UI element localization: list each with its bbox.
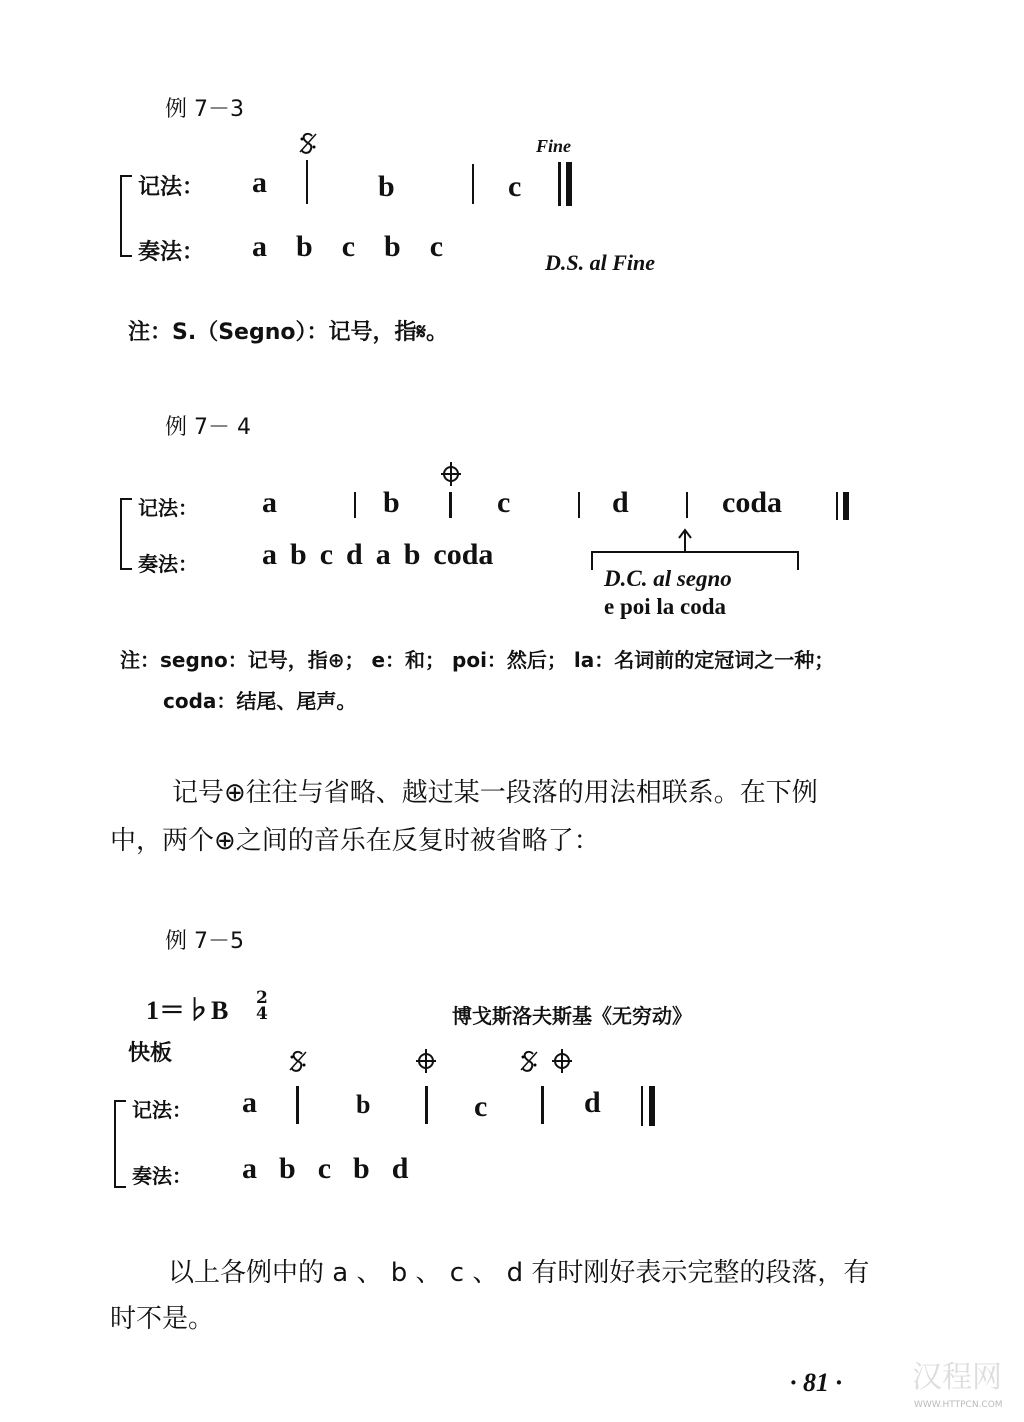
perf-b: b (296, 230, 313, 263)
dc-al-segno (604, 566, 732, 592)
perf-b: b (290, 538, 307, 571)
coda-icon (415, 1048, 437, 1074)
notation-label: 记法： (138, 496, 198, 520)
barline (449, 492, 452, 518)
barline (354, 492, 356, 518)
note-7-4-line-2: coda：结尾、尾声。 (163, 689, 357, 713)
barline (578, 492, 580, 518)
watermark-logo: 汉程网 (912, 1360, 1002, 1395)
perf-c: c (319, 538, 334, 571)
notation-b: b (383, 486, 400, 519)
notation-c: c (508, 170, 522, 203)
performance-label: 奏法： (138, 240, 205, 265)
notation-label: 记法： (138, 175, 205, 200)
perf-a: a (375, 538, 391, 571)
watermark-url: WWW.HTTPCN.COM (914, 1400, 1003, 1410)
perf-c: c (341, 230, 356, 263)
coda-icon (551, 1048, 573, 1074)
paragraph-1-line-2: 中，两个⊕之间的音乐在反复时被省略了： (110, 826, 600, 856)
performance-label: 奏法： (138, 552, 198, 576)
performance-sequence (242, 1152, 408, 1186)
perf-a: a (242, 1152, 257, 1185)
notation-a: a (262, 486, 277, 519)
barline (472, 164, 474, 204)
perf-b: b (403, 538, 421, 571)
staff-bracket (114, 1100, 126, 1188)
perf-d: d (391, 1152, 409, 1185)
perf-coda: coda (433, 538, 494, 571)
tempo-marking: 快板 (128, 1041, 173, 1066)
staff-bracket (120, 498, 132, 570)
perf-b: b (384, 230, 401, 263)
composer-title: 博戈斯洛夫斯基《无穷动》 (452, 1004, 692, 1028)
example-7-4-label: 例 7－ 4 (165, 415, 251, 440)
notation-c: c (497, 486, 511, 519)
note-7-4-line-1: 注：segno：记号，指⊕； e：和； poi：然后； la：名词前的定冠词之一种； (120, 648, 835, 672)
paragraph-2-line-1: 以上各例中的 a 、 b 、 c 、 d 有时刚好表示完整的段落，有 (168, 1258, 870, 1288)
barline (541, 1086, 544, 1124)
performance-label: 奏法： (132, 1164, 192, 1188)
performance-sequence (252, 230, 443, 264)
notation-d: d (584, 1086, 601, 1119)
ds-al-fine: D.S. al Fine (545, 250, 656, 275)
final-barline (843, 492, 849, 520)
final-barline (836, 492, 838, 520)
perf-c: c (429, 230, 444, 263)
notation-d: d (612, 486, 629, 519)
perf-a: a (262, 538, 277, 571)
note-7-3: 注：S.（Segno）：记号，指𝄋。 (128, 320, 448, 345)
segno-icon (517, 1048, 541, 1074)
segno-icon (286, 1048, 310, 1074)
perf-b: b (353, 1152, 370, 1185)
perf-d: d (346, 538, 363, 571)
segno-icon (296, 130, 320, 156)
perf-c: c (317, 1152, 332, 1185)
barline (425, 1086, 428, 1124)
coda-icon (440, 461, 462, 487)
time-top: 2 (256, 988, 268, 1008)
notation-c: c (474, 1090, 488, 1123)
notation-label: 记法： (132, 1098, 192, 1122)
notation-coda: coda (722, 486, 782, 519)
perf-a: a (252, 230, 267, 263)
notation-a: a (252, 166, 267, 199)
final-barline (566, 162, 572, 206)
key-signature: 1＝♭B (146, 996, 229, 1025)
time-signature (256, 990, 268, 1022)
fine-mark: Fine (536, 136, 572, 156)
example-7-5-label: 例 7－5 (165, 929, 244, 954)
example-7-3-label: 例 7－3 (165, 97, 244, 122)
paragraph-2-line-2: 时不是。 (110, 1304, 215, 1334)
final-barline (558, 162, 561, 206)
paragraph-1-line-1: 记号⊕往往与省略、越过某一段落的用法相联系。在下例 (172, 778, 818, 808)
notation-a: a (242, 1086, 257, 1119)
barline (306, 160, 308, 204)
performance-sequence (262, 538, 493, 572)
page-number: · 81 · (790, 1368, 842, 1397)
perf-b: b (279, 1152, 296, 1185)
staff-bracket (120, 175, 132, 257)
instruction-line-1: D.C. al segno (604, 566, 732, 591)
e-poi-la-coda: e poi la coda (604, 594, 727, 619)
final-barline (641, 1086, 643, 1126)
time-bottom: 4 (256, 1004, 268, 1024)
notation-b: b (378, 170, 395, 203)
barline (686, 492, 688, 518)
barline (296, 1086, 299, 1124)
final-barline (649, 1086, 655, 1126)
notation-b: b (356, 1090, 371, 1119)
